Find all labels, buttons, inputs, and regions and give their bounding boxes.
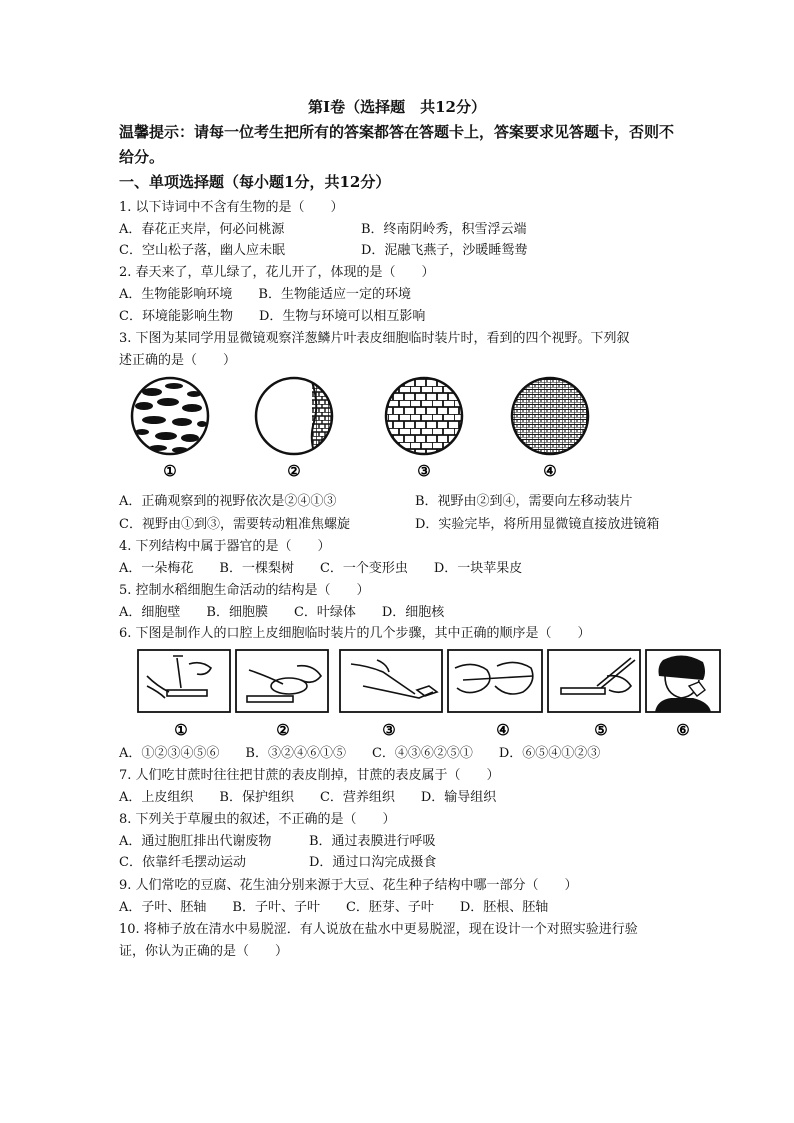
q8-option-c: C．依靠纤毛摆动运动 <box>119 855 246 870</box>
q4-stem: 4. 下列结构中属于器官的是（ ） <box>119 539 331 554</box>
q8-stem: 8. 下列关于草履虫的叙述，不正确的是（ ） <box>119 812 396 827</box>
q4-options: A．一朵梅花 B．一棵梨树 C．一个变形虫 D．一块苹果皮 <box>119 561 523 576</box>
q3-option-c: C．视野由①到③，需要转动粗准焦螺旋 <box>119 517 350 532</box>
step-4-image <box>455 662 533 694</box>
q5-stem: 5. 控制水稻细胞生命活动的结构是（ ） <box>119 583 370 598</box>
step-6-image <box>655 655 711 712</box>
view-label-3: ③ <box>417 462 431 480</box>
q5-options: A．细胞壁 B．细胞膜 C．叶绿体 D．细胞核 <box>119 605 445 620</box>
q3-option-d: D．实验完毕，将所用显微镜直接放进镜箱 <box>415 517 660 532</box>
q6-stem: 6. 下图是制作人的口腔上皮细胞临时装片的几个步骤，其中正确的顺序是（ ） <box>119 626 591 641</box>
q8-option-d: D．通过口沟完成摄食 <box>309 855 437 870</box>
microscope-views-figure <box>124 372 604 482</box>
q2-options-ab: A．生物能影响环境 B．生物能适应一定的环境 <box>119 287 411 302</box>
q1-options-row1 <box>119 218 679 237</box>
q3-option-b: B．视野由②到④，需要向左移动装片 <box>415 494 633 509</box>
view-label-1: ① <box>163 462 177 480</box>
q3-option-a: A．正确观察到的视野依次是②④①③ <box>119 494 337 509</box>
q8-options-row1 <box>119 830 679 849</box>
q3-stem-line2: 述正确的是（ ） <box>119 353 237 368</box>
microscope-view-1 <box>124 372 224 472</box>
q7-stem: 7. 人们吃甘蔗时往往把甘蔗的表皮削掉，甘蔗的表皮属于（ ） <box>119 768 500 783</box>
step-label-3: ③ <box>382 721 396 739</box>
q2-options-cd: C．环境能影响生物 D．生物与环境可以相互影响 <box>119 309 426 324</box>
step-1-image <box>147 656 211 698</box>
microscope-view-3 <box>374 372 474 472</box>
q9-stem: 9. 人们常吃的豆腐、花生油分别来源于大豆、花生种子结构中哪一部分（ ） <box>119 878 578 893</box>
q10-stem-line2: 证，你认为正确的是（ ） <box>119 944 289 959</box>
q6-options: A．①②③④⑤⑥ B．③②④⑥①⑤ C．④③⑥②⑤① D．⑥⑤④①②③ <box>119 746 601 761</box>
paper-title: 第Ⅰ卷（选择题 共12分） <box>308 98 486 116</box>
q8-options-row2 <box>119 851 679 870</box>
q7-options: A．上皮组织 B．保护组织 C．营养组织 D．输导组织 <box>119 790 497 805</box>
slide-preparation-steps-figure <box>137 646 721 742</box>
q3-stem-line1: 3. 下图为某同学用显微镜观察洋葱鳞片叶表皮细胞临时装片时，看到的四个视野。下列叙 <box>119 331 630 346</box>
q1-stem: 1. 以下诗词中不含有生物的是（ ） <box>119 200 344 215</box>
q1-option-a: A．春花正夹岸，何必问桃源 <box>119 222 285 237</box>
step-label-4: ④ <box>496 721 510 739</box>
q1-option-d: D．泥融飞燕子，沙暖睡鸳鸯 <box>361 243 528 258</box>
q1-option-b: B．终南阴岭秀，积雪浮云端 <box>361 222 527 237</box>
view-label-2: ② <box>287 462 301 480</box>
q10-stem-line1: 10. 将柿子放在清水中易脱涩．有人说放在盐水中更易脱涩，现在设计一个对照实验进行验 <box>119 922 638 937</box>
q3-options-row2 <box>119 513 679 532</box>
q8-option-a: A．通过胞肛排出代谢废物 <box>119 834 272 849</box>
q2-stem: 2. 春天来了，草儿绿了，花儿开了，体现的是（ ） <box>119 265 435 280</box>
microscope-view-4 <box>500 372 600 472</box>
q9-options: A．子叶、胚轴 B．子叶、子叶 C．胚芽、子叶 D．胚根、胚轴 <box>119 900 549 915</box>
step-label-6: ⑥ <box>676 721 690 739</box>
q1-options-row2 <box>119 239 679 258</box>
step-label-2: ② <box>276 721 290 739</box>
view-label-4: ④ <box>543 462 557 480</box>
q1-option-c: C．空山松子落，幽人应未眠 <box>119 243 285 258</box>
section-heading: 一、单项选择题（每小题1分，共12分） <box>119 173 391 191</box>
step-label-1: ① <box>174 721 188 739</box>
microscope-view-2 <box>244 372 344 472</box>
notice-text: 温馨提示：请每一位考生把所有的答案都答在答题卡上，答案要求见答题卡，否则不给分。 <box>119 123 675 166</box>
step-2-image <box>247 666 321 702</box>
step-5-image <box>561 658 635 694</box>
step-3-image <box>351 660 437 698</box>
q3-options-row1 <box>119 490 679 509</box>
step-label-5: ⑤ <box>594 721 608 739</box>
q8-option-b: B．通过表膜进行呼吸 <box>309 834 436 849</box>
